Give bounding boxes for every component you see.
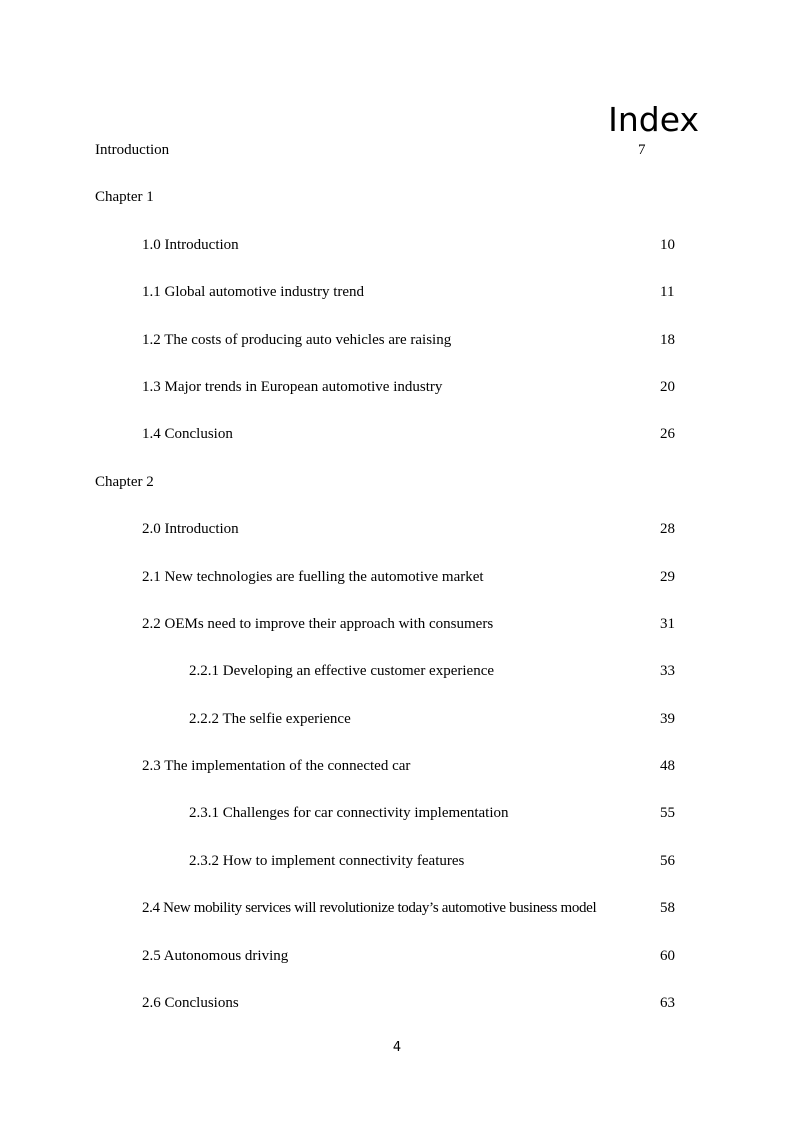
toc-entry-2-2 (95, 614, 695, 661)
toc-entry-1-4 (95, 424, 695, 471)
toc-entry-1-1 (95, 282, 695, 329)
toc-entry-label: 2.2 OEMs need to improve their approach with consumers (142, 615, 494, 632)
toc-entry-2-3-2 (95, 851, 695, 898)
toc-entry-page: 18 (660, 331, 675, 348)
toc-entry-page: 11 (660, 284, 675, 301)
toc-entry-2-4 (95, 898, 695, 945)
toc-entry-label: 1.1 Global automotive industry trend (142, 284, 365, 301)
toc-entry-page: 56 (660, 852, 675, 869)
toc-entry-1-2 (95, 330, 695, 377)
toc-entry-page: 48 (660, 758, 675, 775)
toc-entry-label: 1.4 Conclusion (142, 426, 233, 443)
toc-entry-chapter-2 (95, 472, 695, 519)
toc-entry-label: 2.5 Autonomous driving (142, 947, 289, 964)
toc-entry-label: 2.6 Conclusions (142, 995, 239, 1012)
page-title: Index (608, 100, 699, 139)
toc-entry-label: 1.2 The costs of producing auto vehicles are raising (142, 331, 452, 348)
toc-entry-page: 29 (660, 568, 675, 585)
toc-entry-label: 2.1 New technologies are fuelling the automotive market (142, 568, 484, 585)
toc-entry-2-0 (95, 519, 695, 566)
toc-entry-2-2-1 (95, 661, 695, 708)
toc-entry-2-3-1 (95, 803, 695, 850)
toc-entry-page: 60 (660, 947, 675, 964)
toc-entry-label: 2.2.2 The selfie experience (189, 710, 351, 727)
toc-entry-page: 7 (638, 142, 646, 158)
toc-entry-label: 2.0 Introduction (142, 521, 239, 538)
toc-entry-label: 2.3.1 Challenges for car connectivity implementation (189, 805, 509, 822)
toc-entry-label: Chapter 1 (95, 189, 154, 206)
toc-entry-page: 63 (660, 995, 675, 1012)
toc-entry-page: 58 (660, 900, 675, 917)
toc-entry-2-3 (95, 756, 695, 803)
toc-entry-1-3 (95, 377, 695, 424)
toc-entry-2-1 (95, 567, 695, 614)
toc-entry-label: 1.3 Major trends in European automotive industry (142, 378, 443, 395)
toc-entry-page: 31 (660, 615, 675, 632)
toc-entry-2-5 (95, 946, 695, 993)
toc-entry-label: Introduction (95, 142, 170, 158)
toc-entry-1-0 (95, 235, 695, 282)
table-of-contents (95, 140, 695, 1040)
toc-entry-page: 20 (660, 378, 675, 395)
toc-entry-page: 28 (660, 521, 675, 538)
toc-entry-page: 26 (660, 426, 675, 443)
toc-entry-page: 55 (660, 805, 675, 822)
toc-entry-label: 1.0 Introduction (142, 236, 239, 253)
toc-entry-2-2-2 (95, 709, 695, 756)
toc-entry-label: 2.2.1 Developing an effective customer experience (189, 663, 495, 680)
page-number: 4 (392, 1040, 402, 1055)
toc-entry-label: 2.4 New mobility services will revolutionize today’s automotive business model (142, 900, 597, 917)
toc-entry-2-6 (95, 993, 695, 1040)
toc-entry-label: 2.3.2 How to implement connectivity features (189, 852, 465, 869)
toc-entry-page: 39 (660, 710, 675, 727)
toc-entry-page: 10 (660, 236, 675, 253)
toc-entry-chapter-1 (95, 187, 695, 234)
toc-entry-label: 2.3 The implementation of the connected car (142, 758, 411, 775)
toc-entry-label: Chapter 2 (95, 473, 154, 490)
toc-entry-page: 33 (660, 663, 675, 680)
toc-entry-introduction (95, 140, 695, 187)
